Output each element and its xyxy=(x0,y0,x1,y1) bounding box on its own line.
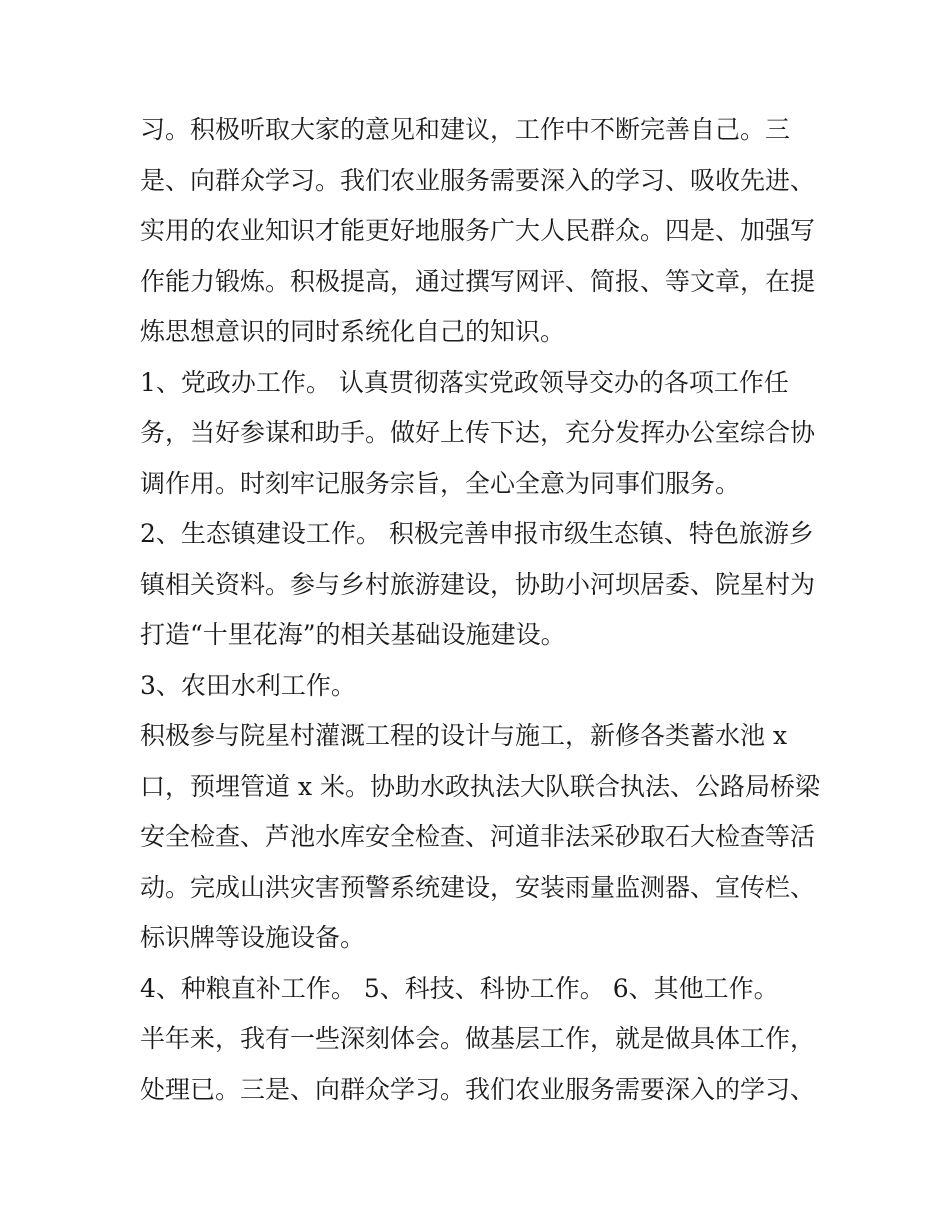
text-line: 标识牌等设施设备。 xyxy=(140,923,366,952)
section-heading-1: 1、党政办工作。 认真贯彻落实党政领导交办的各项工作任 xyxy=(140,367,789,397)
text-line: 炼思想意识的同时系统化自己的知识。 xyxy=(140,317,566,346)
text-line: 积极参与院星村灌溉工程的设计与施工，新修各类蓄水池 x xyxy=(140,721,788,750)
text-line: 安全检查、芦池水库安全检查、河道非法采砂取石大检查等活 xyxy=(140,822,816,851)
text-line: 镇相关资料。参与乡村旅游建设，协助小河坝居委、院星村为 xyxy=(140,569,816,599)
text-line: 调作用。时刻牢记服务宗旨，全心全意为同事们服务。 xyxy=(140,468,741,498)
text-line: 实用的农业知识才能更好地服务广大人民群众。四是、加强写 xyxy=(140,216,816,245)
text-line: 务，当好参谋和助手。做好上传下达，充分发挥办公室综合协 xyxy=(140,418,816,447)
section-heading-2: 2、生态镇建设工作。 积极完善申报市级生态镇、特色旅游乡 xyxy=(140,519,814,548)
text-line: 动。完成山洪灾害预警系统建设，安装雨量监测器、宣传栏、 xyxy=(140,872,816,902)
text-line: 作能力锻炼。积极提高，通过撰写网评、简报、等文章，在提 xyxy=(140,266,816,296)
text-line: 打造“十里花海”的相关基础设施建设。 xyxy=(140,620,566,649)
section-heading-3: 3、农田水利工作。 xyxy=(140,670,356,700)
document-body xyxy=(140,105,820,1115)
text-line: 半年来，我有一些深刻体会。做基层工作，就是做具体工作， xyxy=(140,1024,816,1053)
text-line: 处理已。三是、向群众学习。我们农业服务需要深入的学习、 xyxy=(140,1074,816,1104)
section-heading-4-6: 4、种粮直补工作。 5、科技、科协工作。 6、其他工作。 xyxy=(140,973,779,1003)
text-line: 习。积极听取大家的意见和建议，工作中不断完善自己。三 xyxy=(140,115,791,144)
text-line: 口，预埋管道 x 米。协助水政执法大队联合执法、公路局桥梁 xyxy=(140,771,820,801)
text-line: 是、向群众学习。我们农业服务需要深入的学习、吸收先进、 xyxy=(140,165,816,195)
